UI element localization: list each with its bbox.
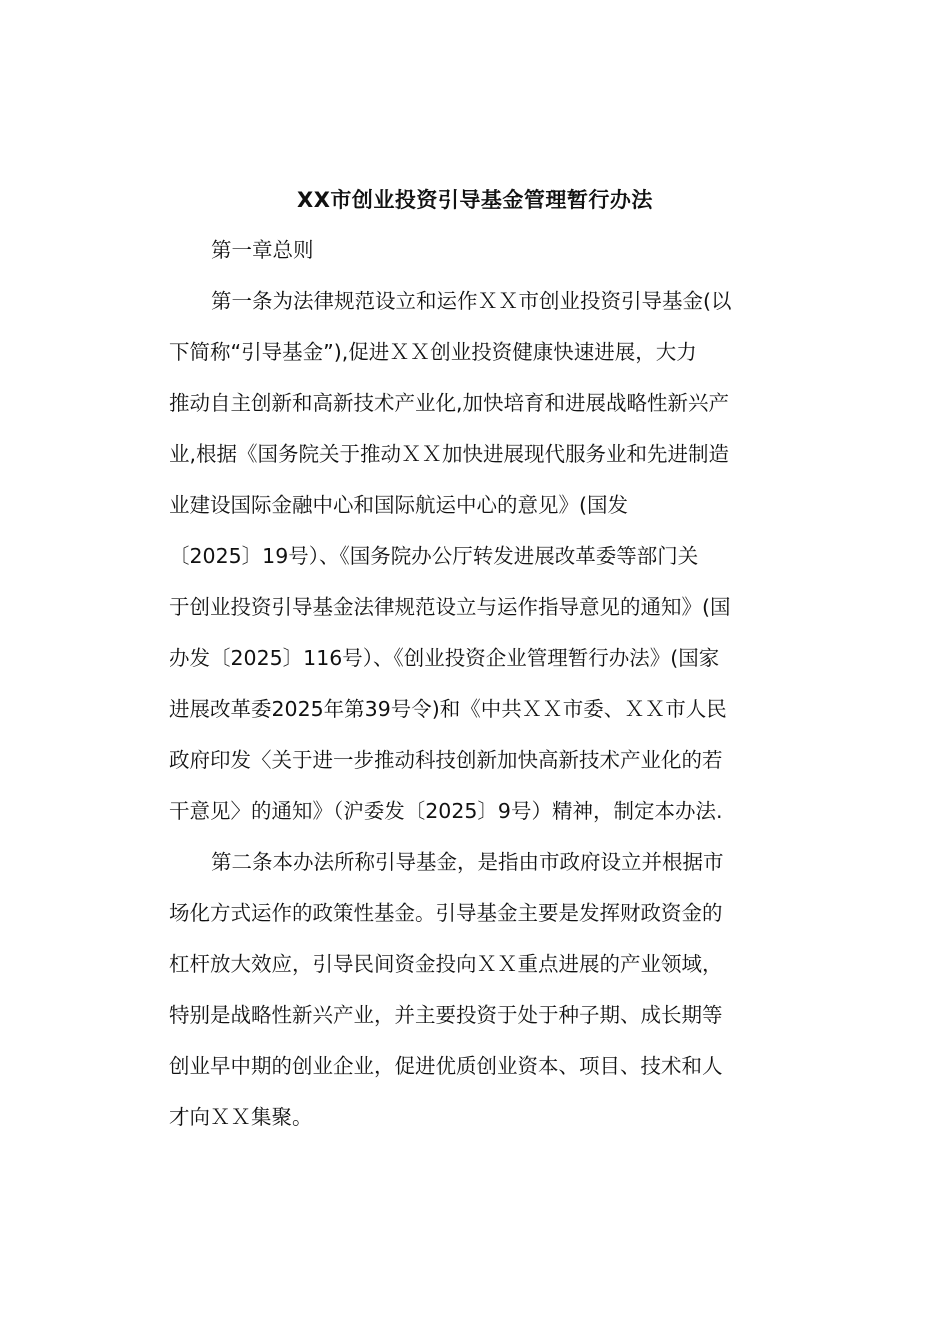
article-1-line: 干意见〉的通知》（沪委发〔2025〕9号）精神，制定本办法. — [169, 799, 723, 823]
article-1-line: 推动自主创新和高新技术产业化,加快培育和进展战略性新兴产 — [169, 391, 730, 415]
article-1-line: 下简称“引导基金”),促进ＸＸ创业投资健康快速进展，大力 — [169, 340, 697, 364]
article-2-line: 第二条本办法所称引导基金，是指由市政府设立并根据市 — [211, 850, 724, 874]
article-2-line: 创业早中期的创业企业，促进优质创业资本、项目、技术和人 — [169, 1054, 723, 1078]
article-2 — [169, 844, 781, 1150]
article-1 — [169, 283, 781, 844]
article-2-line: 特别是战略性新兴产业，并主要投资于处于种子期、成长期等 — [169, 1003, 723, 1027]
document-body — [169, 232, 781, 1150]
article-2-line: 才向ＸＸ集聚。 — [169, 1105, 313, 1129]
article-1-line: 办发〔2025〕116号）、《创业投资企业管理暂行办法》(国家 — [169, 646, 720, 670]
article-1-line: 业,根据《国务院关于推动ＸＸ加快进展现代服务业和先进制造 — [169, 442, 730, 466]
article-1-line: 政府印发〈关于进一步推动科技创新加快高新技术产业化的若 — [169, 748, 723, 772]
article-1-line: 于创业投资引导基金法律规范设立与运作指导意见的通知》(国 — [169, 595, 731, 619]
article-1-line: 第一条为法律规范设立和运作ＸＸ市创业投资引导基金(以 — [211, 289, 732, 313]
document-title: XX市创业投资引导基金管理暂行办法 — [297, 188, 653, 212]
article-2-line: 场化方式运作的政策性基金。引导基金主要是发挥财政资金的 — [169, 901, 723, 925]
article-1-line: 〔2025〕19号）、《国务院办公厅转发进展改革委等部门关 — [169, 544, 699, 568]
chapter-heading: 第一章总则 — [211, 238, 314, 262]
article-2-line: 杠杆放大效应，引导民间资金投向ＸＸ重点进展的产业领域， — [169, 952, 723, 976]
article-1-line: 业建设国际金融中心和国际航运中心的意见》(国发 — [169, 493, 628, 517]
article-1-line: 进展改革委2025年第39号令)和《中共ＸＸ市委、ＸＸ市人民 — [169, 697, 727, 721]
